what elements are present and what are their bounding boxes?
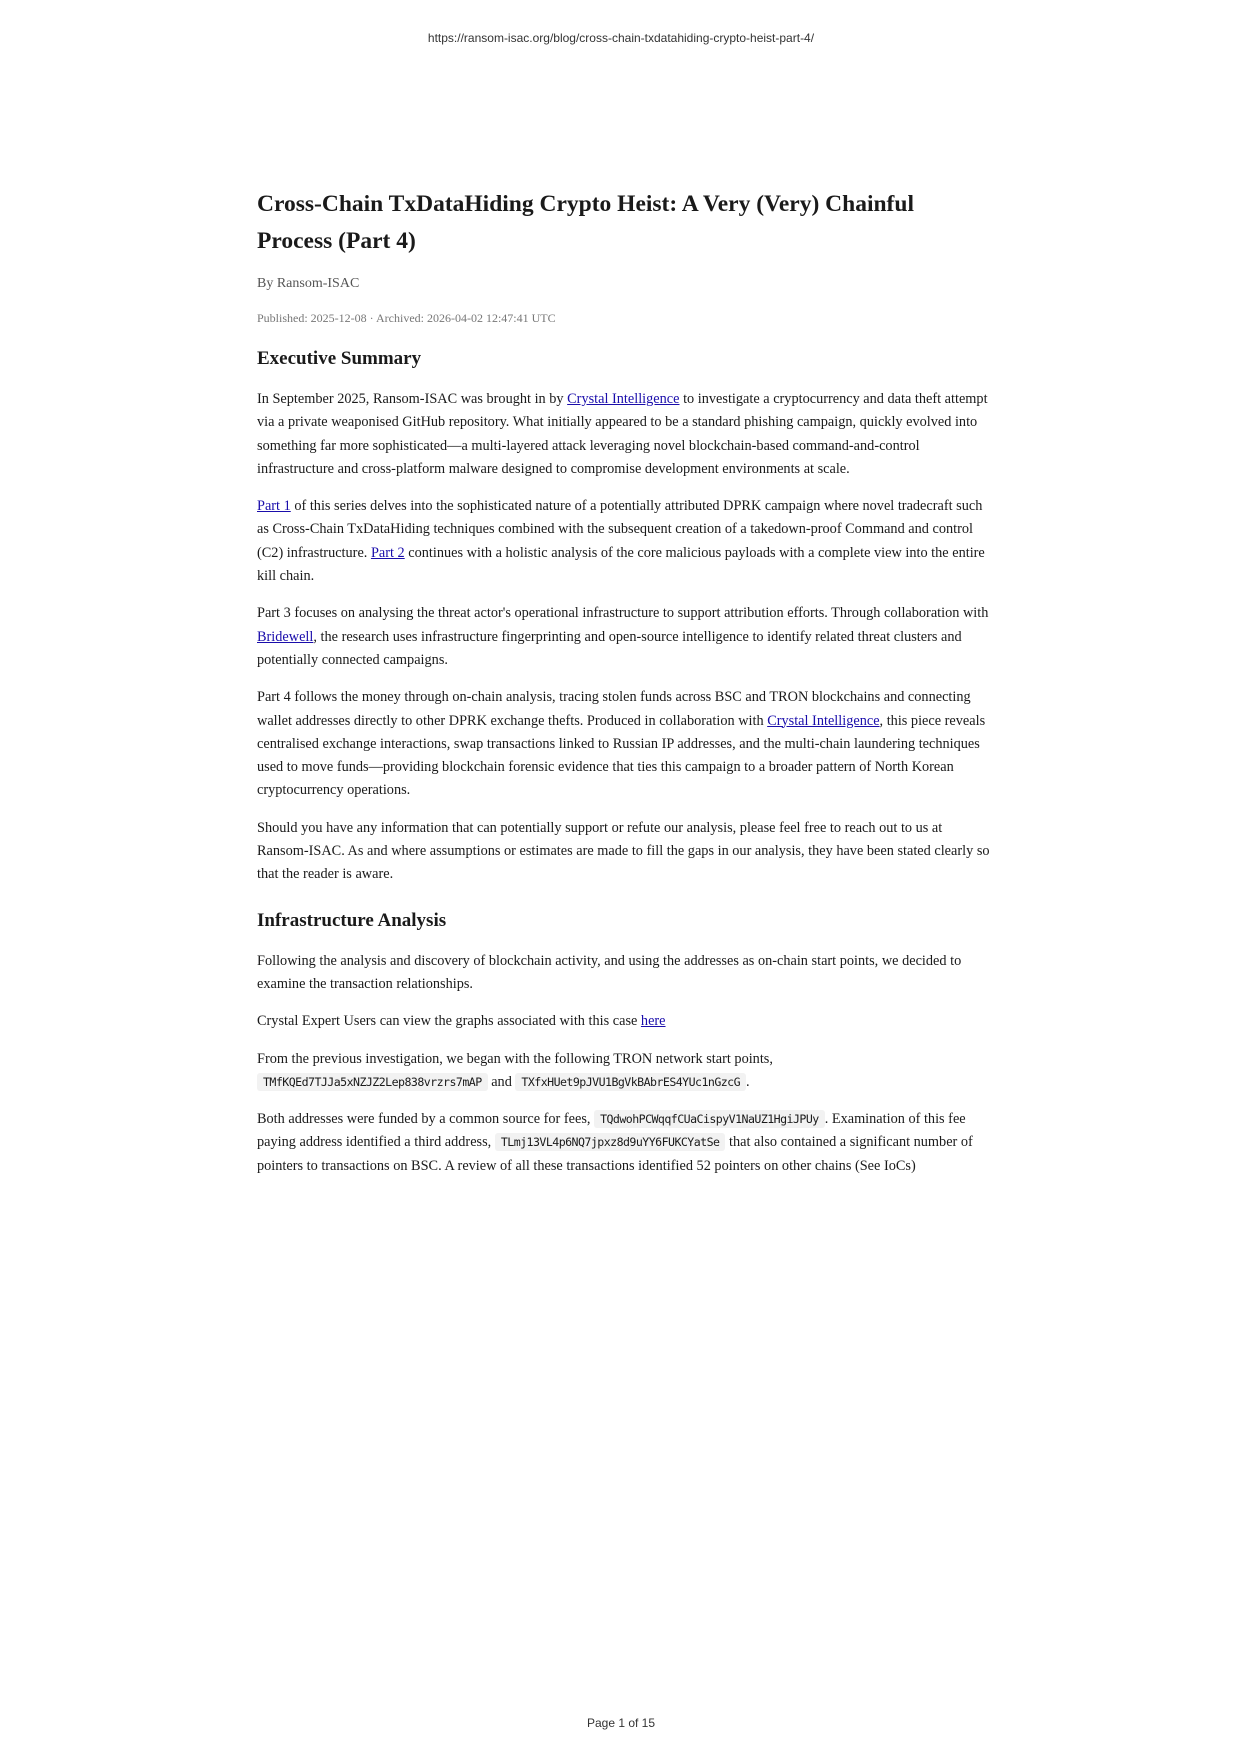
section-heading-infrastructure-analysis: Infrastructure Analysis xyxy=(257,909,447,931)
text: Both addresses were funded by a common source for fees, xyxy=(257,1111,595,1128)
exec-paragraph-1 xyxy=(257,388,990,481)
article-title: Cross-Chain TxDataHiding Crypto Heist: A Very (Very) Chainful Process (Part 4) xyxy=(257,191,914,254)
third-address: TLmj13VL4p6NQ7jpxz8d9uYY6FUKCYatSe xyxy=(495,1133,726,1151)
article xyxy=(257,186,990,1192)
page-url: https://ransom-isac.org/blog/cross-chain-txdatahiding-crypto-heist-part-4/ xyxy=(427,31,815,45)
infra-paragraph-2 xyxy=(257,1010,990,1033)
link-part-2[interactable]: Part 2 xyxy=(370,544,405,561)
text: , the research uses infrastructure fingerprinting and open-source intelligence to identify related threat clusters and potentially connected campaigns. xyxy=(257,628,962,668)
text: Part 4 follows the money through on-chain analysis, tracing stolen funds across BSC and TRON blockchains and connecting wallet addresses directly to other DPRK exchange thefts. Produced in collaboration with xyxy=(257,689,971,729)
infra-paragraph-3 xyxy=(257,1048,990,1095)
infra-paragraph-4 xyxy=(257,1108,990,1178)
link-crystal-intelligence-2[interactable]: Crystal Intelligence xyxy=(767,712,880,729)
section-heading-executive-summary: Executive Summary xyxy=(257,348,422,369)
text: , this piece reveals centralised exchange interactions, swap transactions linked to Russian IP addresses, and the multi-chain laundering techniques used to move funds—providing blockchain forensic evidence that ties this campaign to a broader pattern of North Korean cryptocurrency operations. xyxy=(257,712,986,799)
exec-paragraph-2 xyxy=(257,495,990,588)
exec-paragraph-3 xyxy=(257,602,990,672)
tron-address-2: TXfxHUet9pJVU1BgVkBAbrES4YUc1nGzcG xyxy=(515,1073,746,1091)
text: Part 3 focuses on analysing the threat actor's operational infrastructure to support attribution efforts. Through collaboration with xyxy=(257,605,989,622)
text: that also contained a significant number of pointers to transactions on BSC. A review of all these transactions identified 52 pointers on other chains (See IoCs) xyxy=(257,1134,973,1174)
tron-address-1: TMfKQEd7TJJa5xNZJZ2Lep838vrzrs7mAP xyxy=(257,1073,488,1091)
exec-paragraph-4 xyxy=(257,686,990,802)
exec-paragraph-5: Should you have any information that can potentially support or refute our analysis, please feel free to reach out to us at Ransom-ISAC. As and where assumptions or estimates are made to fill the gaps in our analysis, they have been stated clearly so that the reader is aware. xyxy=(257,819,990,883)
text: continues with a holistic analysis of the core malicious payloads with a complete view into the entire kill chain. xyxy=(257,544,985,585)
publish-meta: Published: 2025-12-08 · Archived: 2026-04-02 12:47:41 UTC xyxy=(257,311,556,325)
text: Crystal Expert Users can view the graphs associated with this case xyxy=(257,1013,641,1030)
text: . Examination of this fee paying address identified a third address, xyxy=(257,1111,966,1151)
page-number: Page 1 of 15 xyxy=(586,1716,656,1730)
link-here[interactable]: here xyxy=(640,1013,666,1030)
fee-source-address: TQdwohPCWqqfCUaCispyV1NaUZ1HgiJPUy xyxy=(594,1110,825,1128)
infra-paragraph-1: Following the analysis and discovery of blockchain activity, and using the addresses as on-chain start points, we decided to examine the transaction relationships. xyxy=(257,952,962,992)
text: of this series delves into the sophisticated nature of a potentially attributed DPRK campaign where novel tradecraft such as Cross-Chain TxDataHiding techniques combined with the subsequent creation of a takedown-proof Command and control (C2) infrastructure. xyxy=(257,498,983,561)
text: . xyxy=(746,1073,750,1090)
link-bridewell[interactable]: Bridewell xyxy=(257,628,314,645)
byline: By Ransom-ISAC xyxy=(257,276,360,291)
text: In September 2025, Ransom-ISAC was brought in by xyxy=(257,391,568,407)
text: and xyxy=(487,1073,516,1090)
text: From the previous investigation, we began with the following TRON network start points, xyxy=(257,1050,773,1067)
link-part-1[interactable]: Part 1 xyxy=(257,498,291,515)
link-crystal-intelligence[interactable]: Crystal Intelligence xyxy=(567,391,680,407)
text: to investigate a cryptocurrency and data theft attempt via a private weaponised GitHub repository. What initially appeared to be a standard phishing campaign, quickly evolved into something far more sophisticated—a multi-layered attack leveraging novel blockchain-based command-and-control infrastructure and cross-platform malware designed to compromise development environments at scale. xyxy=(257,391,988,477)
